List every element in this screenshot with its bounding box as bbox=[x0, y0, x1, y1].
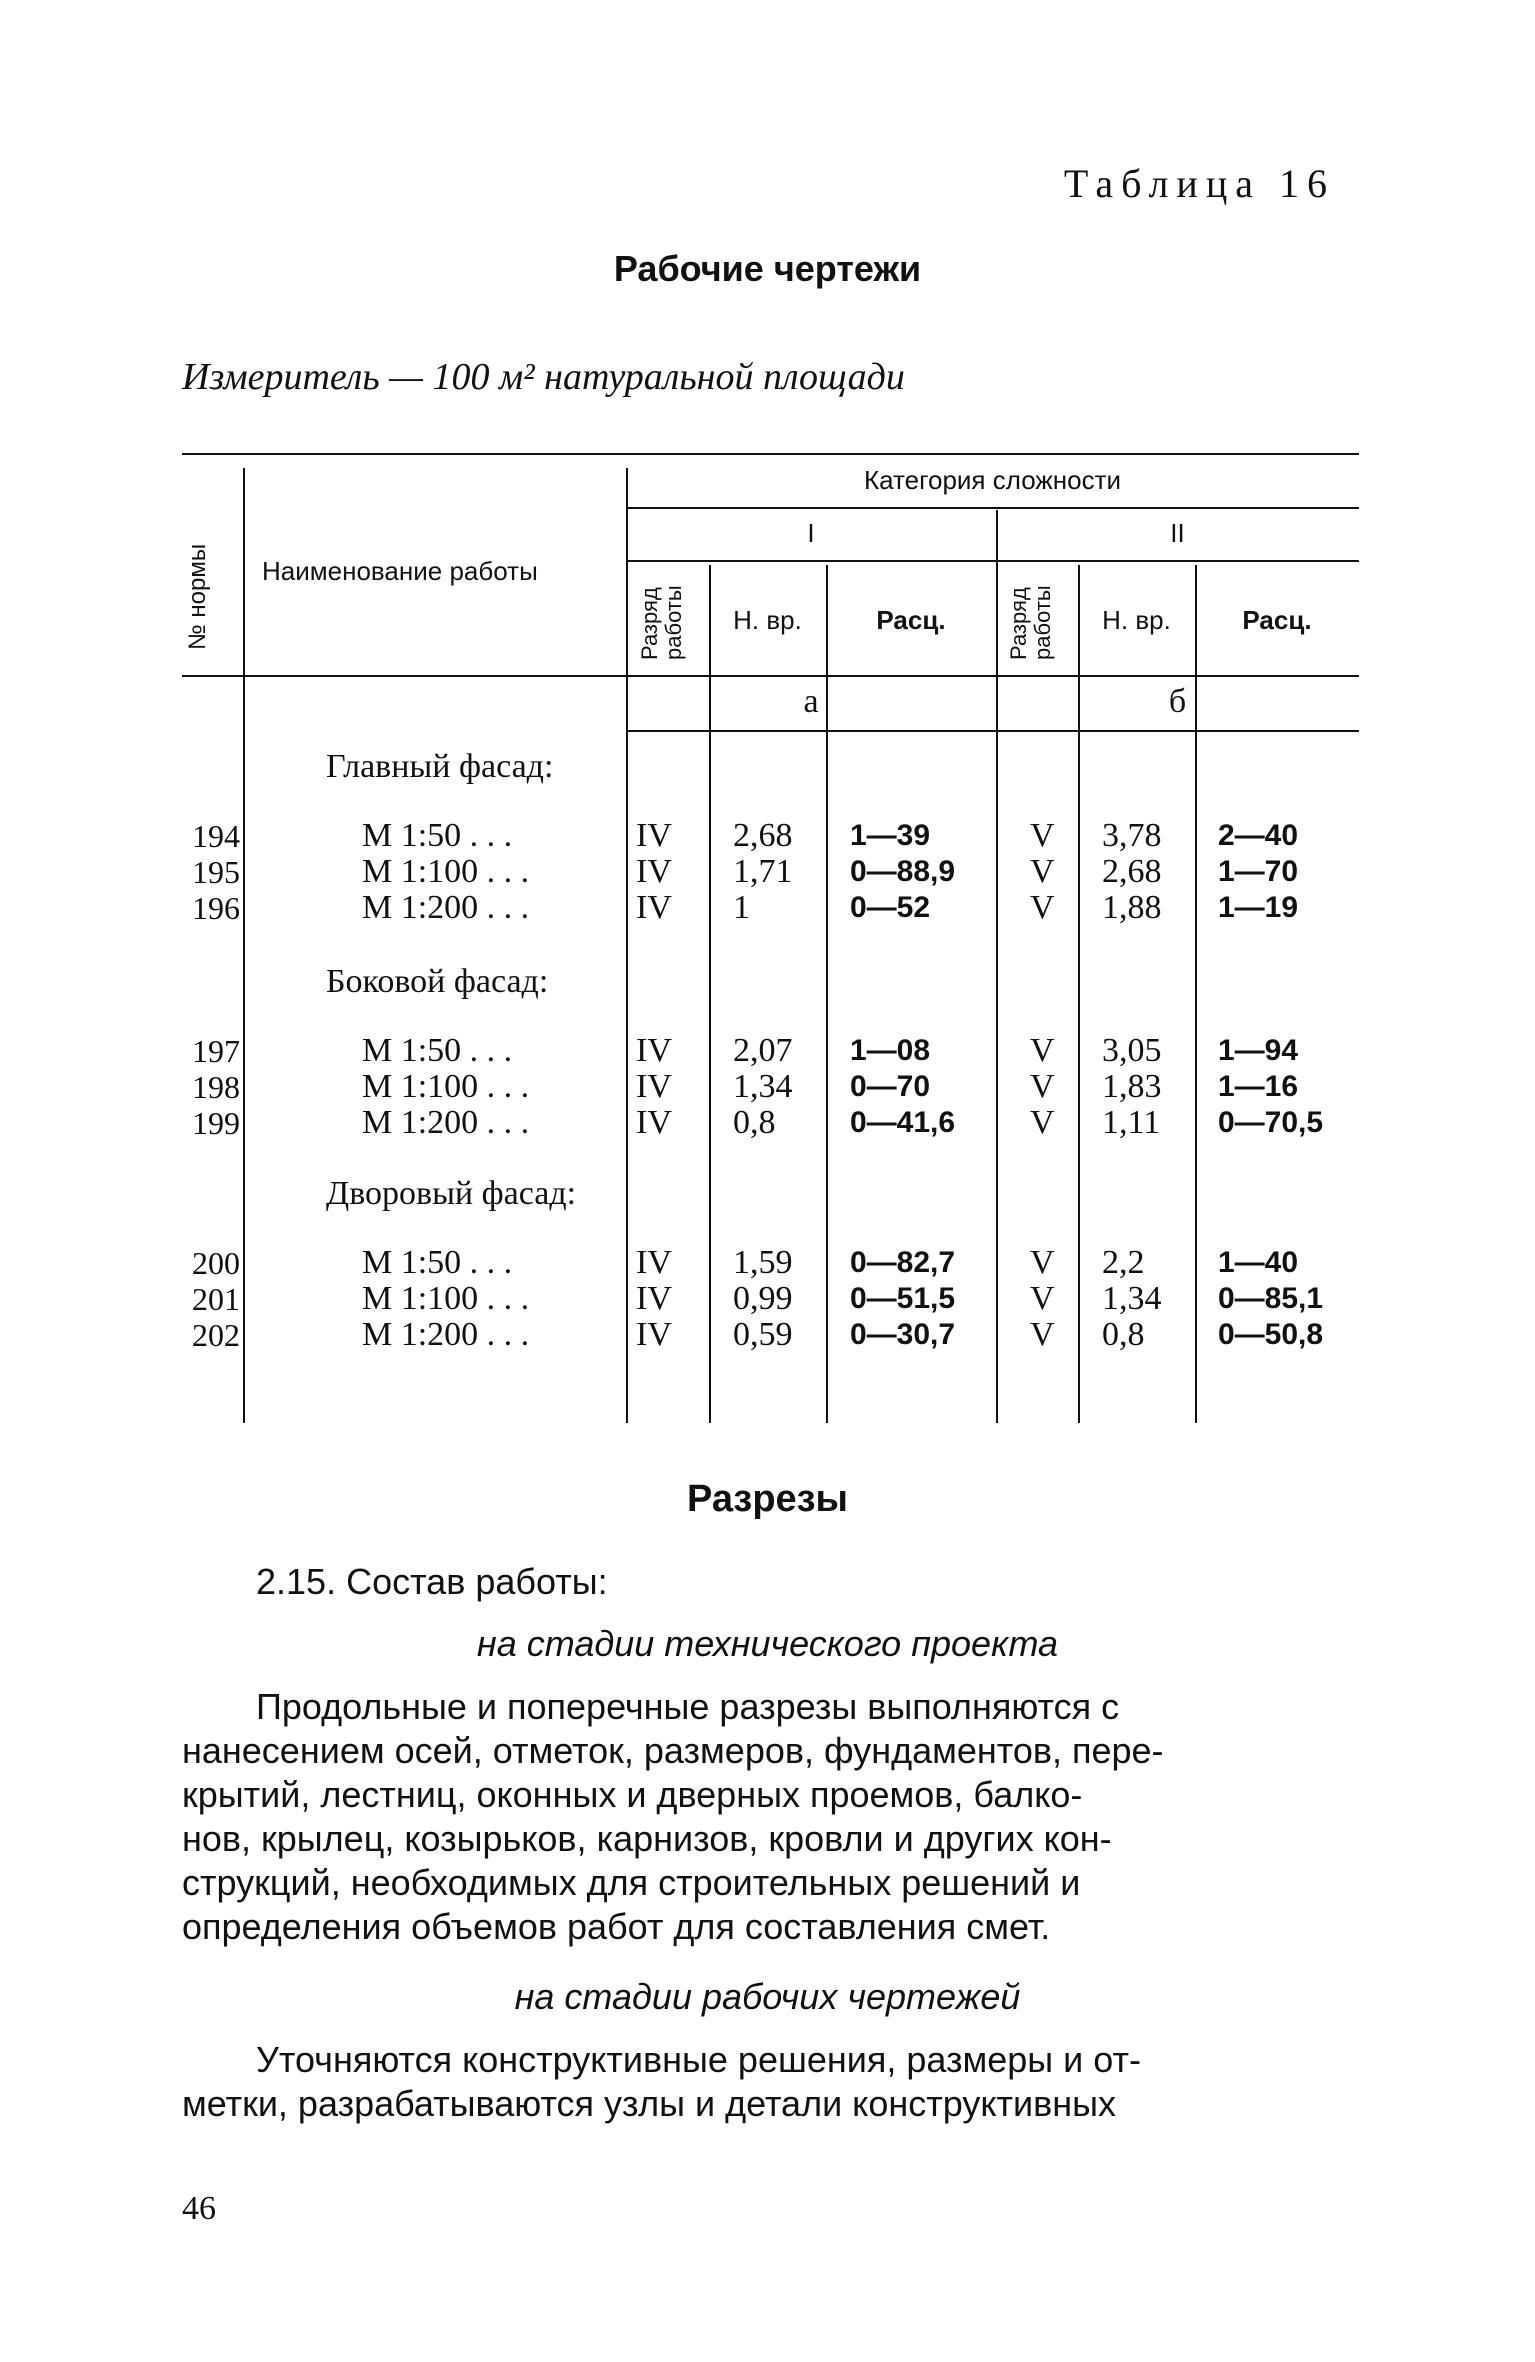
header-work-name: Наименование работы bbox=[262, 556, 538, 586]
ab-rule bbox=[626, 730, 1359, 732]
time-norm-cat1: 1,59 bbox=[733, 1244, 793, 1281]
col-divider-name bbox=[626, 468, 628, 1423]
time-norm-cat2: 1,34 bbox=[1102, 1280, 1162, 1317]
rank-cat2: V bbox=[1030, 853, 1055, 890]
work-name: М 1:100 . . . bbox=[362, 1068, 530, 1105]
header-rank-1: Разряд работы bbox=[637, 585, 686, 660]
header-rank-2: Разряд работы bbox=[1006, 585, 1055, 660]
rank-cat1: IV bbox=[636, 1104, 672, 1141]
time-norm-cat1: 1 bbox=[733, 889, 750, 926]
paragraph-line: струкций, необходимых для строительных решений и bbox=[182, 1862, 1081, 1903]
price-cat1: 0—30,7 bbox=[850, 1318, 956, 1351]
col-divider-cat bbox=[996, 510, 998, 1423]
rank-cat1: IV bbox=[636, 1280, 672, 1317]
norm-number: 197 bbox=[192, 1033, 240, 1069]
paragraph-working bbox=[182, 2038, 1352, 2126]
time-norm-cat2: 1,83 bbox=[1102, 1068, 1162, 1105]
price-cat2: 1—70 bbox=[1218, 855, 1299, 888]
norm-number: 195 bbox=[192, 854, 240, 890]
section-heading: Разрезы bbox=[686, 1478, 849, 1520]
rank-cat2: V bbox=[1030, 1316, 1055, 1353]
price-cat2: 1—19 bbox=[1218, 891, 1299, 924]
header-nvr-1: Н. вр. bbox=[733, 605, 802, 635]
rank-cat2: V bbox=[1030, 1032, 1055, 1069]
header-cat-2: II bbox=[1170, 518, 1185, 548]
subheading-technical: на стадии технического проекта bbox=[476, 1623, 1059, 1664]
time-norm-cat2: 1,88 bbox=[1102, 889, 1162, 926]
table-top-rule bbox=[182, 453, 1359, 455]
time-norm-cat2: 1,11 bbox=[1102, 1104, 1161, 1141]
col-divider-no bbox=[243, 468, 245, 1423]
header-norm-no: № нормы bbox=[184, 543, 211, 650]
price-cat2: 1—16 bbox=[1218, 1070, 1299, 1103]
price-cat1: 0—82,7 bbox=[850, 1246, 956, 1279]
paragraph-line: Уточняются конструктивные решения, размеры и от- bbox=[256, 2039, 1141, 2080]
work-name: М 1:50 . . . bbox=[362, 1032, 513, 1069]
group-title: Дворовый фасад: bbox=[326, 1175, 577, 1212]
norm-number: 202 bbox=[192, 1317, 240, 1353]
rank-cat2: V bbox=[1030, 1104, 1055, 1141]
time-norm-cat2: 2,2 bbox=[1102, 1244, 1145, 1281]
paragraph-technical bbox=[182, 1685, 1352, 1949]
work-name: М 1:100 . . . bbox=[362, 853, 530, 890]
complexity-rule bbox=[626, 507, 1359, 509]
page-number: 46 bbox=[182, 2190, 216, 2227]
rank-cat2: V bbox=[1030, 817, 1055, 854]
time-norm-cat1: 0,8 bbox=[733, 1104, 776, 1141]
time-norm-cat2: 2,68 bbox=[1102, 853, 1162, 890]
header-cat-1: I bbox=[807, 518, 815, 548]
rank-cat1: IV bbox=[636, 1068, 672, 1105]
item-title: 2.15. Состав работы: bbox=[256, 1561, 608, 1602]
work-name: М 1:200 . . . bbox=[362, 1104, 530, 1141]
norm-number: 201 bbox=[192, 1281, 240, 1317]
price-cat2: 0—50,8 bbox=[1218, 1318, 1324, 1351]
header-rasc-2: Расц. bbox=[1242, 605, 1312, 635]
rank-cat2: V bbox=[1030, 1280, 1055, 1317]
column-label-a: а bbox=[803, 683, 819, 720]
price-cat2: 0—70,5 bbox=[1218, 1106, 1324, 1139]
norm-number: 199 bbox=[192, 1105, 240, 1141]
work-name: М 1:200 . . . bbox=[362, 889, 530, 926]
paragraph-line: нов, крылец, козырьков, карнизов, кровли и других кон- bbox=[182, 1818, 1112, 1859]
paragraph-line: метки, разрабатываются узлы и детали конструктивных bbox=[182, 2083, 1116, 2124]
norm-number: 196 bbox=[192, 890, 240, 926]
header-rasc-1: Расц. bbox=[876, 605, 946, 635]
paragraph-line: крытий, лестниц, оконных и дверных проемов, балко- bbox=[182, 1774, 1083, 1815]
group-title: Боковой фасад: bbox=[326, 963, 549, 1000]
rank-cat2: V bbox=[1030, 889, 1055, 926]
rank-cat1: IV bbox=[636, 817, 672, 854]
rank-cat2: V bbox=[1030, 1068, 1055, 1105]
rank-cat1: IV bbox=[636, 889, 672, 926]
rank-cat1: IV bbox=[636, 1032, 672, 1069]
section-title: Рабочие чертежи bbox=[613, 248, 922, 289]
group-title: Главный фасад: bbox=[326, 748, 554, 785]
work-name: М 1:50 . . . bbox=[362, 817, 513, 854]
rank-cat1: IV bbox=[636, 1316, 672, 1353]
header-nvr-2: Н. вр. bbox=[1102, 605, 1171, 635]
time-norm-cat1: 1,34 bbox=[733, 1068, 793, 1105]
time-norm-cat2: 0,8 bbox=[1102, 1316, 1145, 1353]
work-name: М 1:100 . . . bbox=[362, 1280, 530, 1317]
rank-cat2: V bbox=[1030, 1244, 1055, 1281]
time-norm-cat1: 1,71 bbox=[733, 853, 793, 890]
price-cat2: 1—40 bbox=[1218, 1246, 1299, 1279]
time-norm-cat1: 2,68 bbox=[733, 817, 793, 854]
paragraph-line: нанесением осей, отметок, размеров, фундаментов, пере- bbox=[182, 1730, 1164, 1771]
work-name: М 1:200 . . . bbox=[362, 1316, 530, 1353]
time-norm-cat2: 3,78 bbox=[1102, 817, 1162, 854]
time-norm-cat1: 0,99 bbox=[733, 1280, 793, 1317]
column-label-b: б bbox=[1168, 683, 1187, 720]
time-norm-cat1: 0,59 bbox=[733, 1316, 793, 1353]
subheading-working: на стадии рабочих чертежей bbox=[514, 1976, 1021, 2017]
norm-number: 200 bbox=[192, 1245, 240, 1281]
price-cat1: 0—52 bbox=[850, 891, 931, 924]
paragraph-line: определения объемов работ для составления смет. bbox=[182, 1906, 1051, 1947]
price-cat1: 1—39 bbox=[850, 819, 931, 852]
price-cat1: 0—41,6 bbox=[850, 1106, 956, 1139]
price-cat1: 1—08 bbox=[850, 1034, 931, 1067]
price-cat2: 0—85,1 bbox=[1218, 1282, 1324, 1315]
time-norm-cat1: 2,07 bbox=[733, 1032, 793, 1069]
rank-cat1: IV bbox=[636, 853, 672, 890]
category-rule bbox=[626, 560, 1359, 562]
norm-number: 198 bbox=[192, 1069, 240, 1105]
price-cat2: 2—40 bbox=[1218, 819, 1299, 852]
work-name: М 1:50 . . . bbox=[362, 1244, 513, 1281]
price-cat1: 0—88,9 bbox=[850, 855, 956, 888]
paragraph-line: Продольные и поперечные разрезы выполняются с bbox=[256, 1686, 1120, 1727]
header-complexity: Категория сложности bbox=[863, 465, 1122, 495]
norm-number: 194 bbox=[192, 818, 240, 854]
measurer-line: Измеритель — 100 м² натуральной площади bbox=[182, 356, 905, 398]
price-cat2: 1—94 bbox=[1218, 1034, 1299, 1067]
time-norm-cat2: 3,05 bbox=[1102, 1032, 1162, 1069]
table-number: Таблица 16 bbox=[1063, 161, 1335, 206]
header-bottom-rule bbox=[182, 675, 1359, 677]
price-cat1: 0—70 bbox=[850, 1070, 931, 1103]
price-cat1: 0—51,5 bbox=[850, 1282, 956, 1315]
rank-cat1: IV bbox=[636, 1244, 672, 1281]
